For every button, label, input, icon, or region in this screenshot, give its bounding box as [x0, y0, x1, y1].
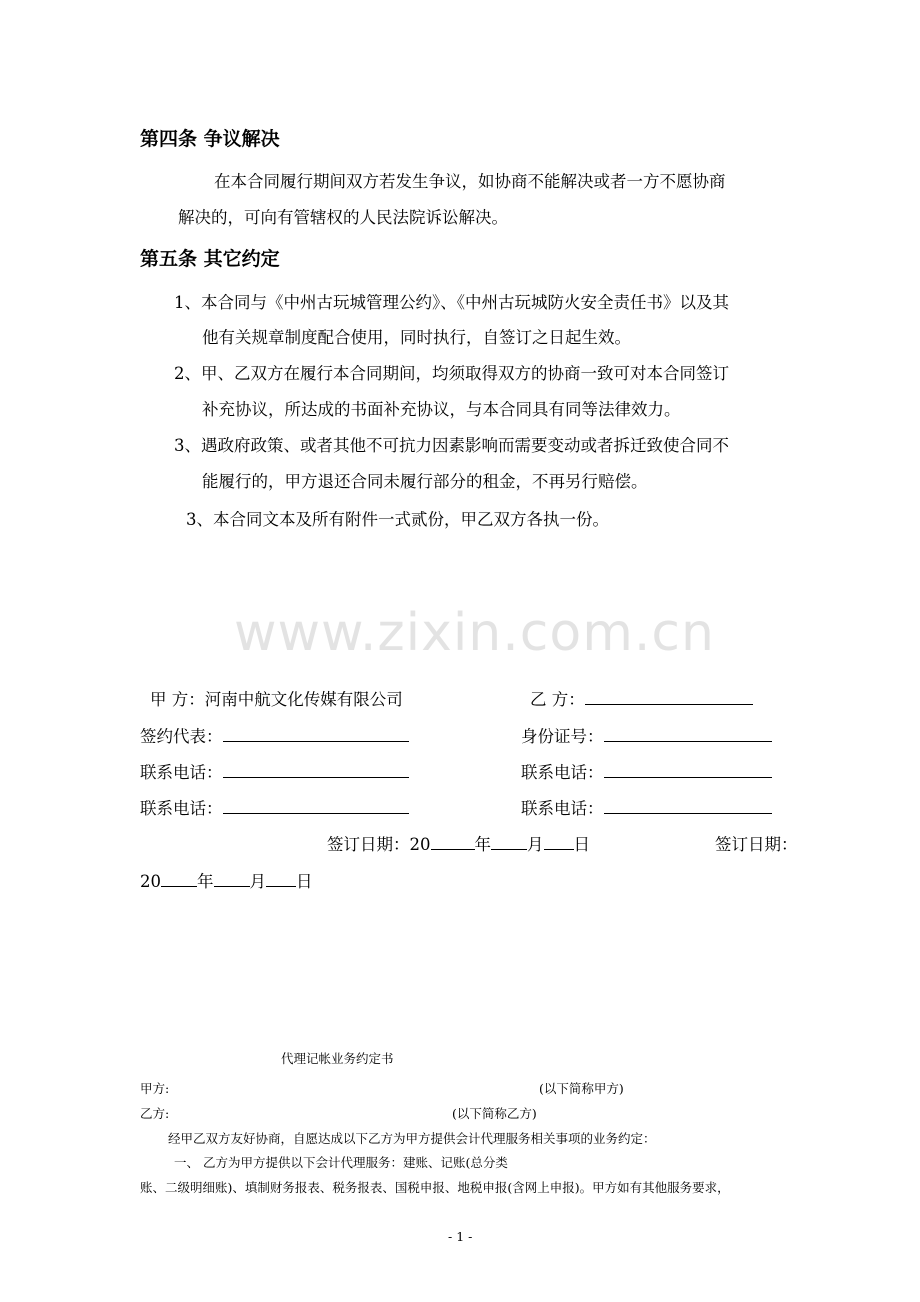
agreement-intro: 经甲乙双方友好协商，自愿达成以下乙方为甲方提供会计代理服务相关事项的业务约定：	[168, 1131, 656, 1146]
phone-blank	[604, 798, 772, 814]
article5-item4-line1: 3、本合同文本及所有附件一式贰份，甲乙双方各执一份。	[186, 510, 609, 529]
agreement-party-b: 乙方:	[140, 1106, 170, 1121]
agreement-item1-line1: 一、 乙方为甲方提供以下会计代理服务：建账、记账(总分类	[174, 1155, 508, 1170]
article5-item3-line1: 3、遇政府政策、或者其他不可抗力因素影响而需要变动或者拆迁致使合同不	[174, 436, 729, 455]
id-label: 身份证号：	[521, 727, 604, 746]
article5-item1-line1: 1、本合同与《中州古玩城管理公约》、《中州古玩城防火安全责任书》以及其	[174, 293, 729, 312]
watermark: www.zixin.com.cn	[234, 603, 715, 663]
party-a-label: 甲 方：河南中航文化传媒有限公司	[150, 690, 403, 709]
phone-label: 联系电话：	[521, 763, 604, 782]
party-a-name: 河南中航文化传媒有限公司	[204, 690, 403, 709]
agreement-title: 代理记帐业务约定书	[281, 1051, 394, 1066]
party-b-row	[530, 686, 753, 710]
party-b-label: 乙 方：	[530, 690, 585, 709]
article5-item2-line1: 2、甲、乙双方在履行本合同期间，均须取得双方的协商一致可对本合同签订	[174, 364, 729, 383]
phone-b-row-1	[521, 759, 772, 783]
party-b-blank	[585, 689, 753, 705]
phone-blank	[223, 762, 409, 778]
phone-a-row-2	[140, 795, 409, 819]
article4-heading: 第四条 争议解决	[140, 128, 280, 150]
article5-item1-line2: 他有关规章制度配合使用，同时执行，自签订之日起生效。	[202, 328, 631, 347]
article5-heading: 第五条 其它约定	[140, 248, 280, 270]
phone-label: 联系电话：	[140, 763, 223, 782]
agreement-party-b-note: (以下简称乙方)	[452, 1106, 537, 1121]
phone-a-row-1	[140, 759, 409, 783]
phone-blank	[604, 762, 772, 778]
id-row	[521, 723, 772, 747]
phone-label: 联系电话：	[521, 799, 604, 818]
article4-line2: 解决的，可向有管辖权的人民法院诉讼解决。	[178, 208, 508, 227]
article5-item2-line2: 补充协议，所达成的书面补充协议，与本合同具有同等法律效力。	[202, 400, 681, 419]
rep-row	[140, 723, 409, 747]
article5-item3-line2: 能履行的，甲方退还合同未履行部分的租金，不再另行赔偿。	[202, 472, 648, 491]
agreement-party-a: 甲方:	[140, 1081, 170, 1096]
agreement-item1-line2: 账、二级明细账)、填制财务报表、税务报表、国税申报、地税申报(含网上申报)。甲方如有其他服务要求，	[140, 1180, 730, 1195]
rep-blank	[223, 726, 409, 742]
phone-blank	[223, 798, 409, 814]
page-number: - 1 -	[448, 1229, 473, 1244]
date-b-row: 20 年 月 日	[140, 872, 313, 891]
date-label: 签订日期：	[327, 835, 410, 854]
rep-label: 签约代表：	[140, 727, 223, 746]
article4-line1: 在本合同履行期间双方若发生争议，如协商不能解决或者一方不愿协商	[214, 172, 726, 191]
phone-b-row-2	[521, 795, 772, 819]
date-b-label: 签订日期：	[715, 835, 798, 854]
id-blank	[604, 726, 772, 742]
date-a-row: 签订日期：20 年 月 日	[327, 835, 590, 854]
phone-label: 联系电话：	[140, 799, 223, 818]
agreement-party-a-note: (以下简称甲方)	[539, 1081, 624, 1096]
